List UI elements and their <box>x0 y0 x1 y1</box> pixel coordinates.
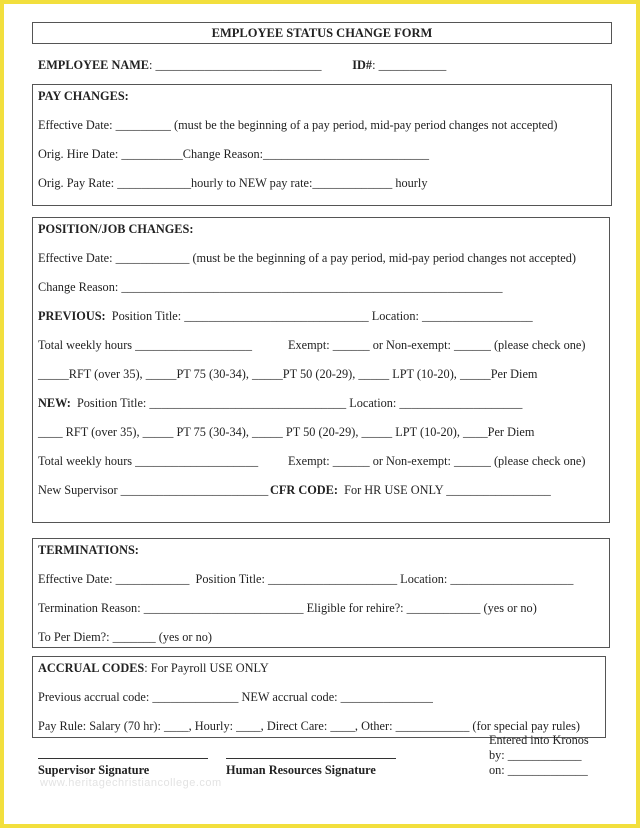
terminations-heading: TERMINATIONS: <box>38 543 139 557</box>
hr-signature-line[interactable] <box>226 758 396 759</box>
termination-reason-field[interactable]: Termination Reason: __________________________ Eligible for rehire?: ____________ (yes or no) <box>38 601 537 615</box>
kronos-by-field[interactable]: by: ____________ <box>489 748 582 762</box>
watermark: www.heritagechristiancollege.com <box>40 777 222 789</box>
position-effective-date-field[interactable]: Effective Date: ____________ (must be the beginning of a pay period, mid-pay period changes not accepted) <box>38 251 576 265</box>
position-changes-heading: POSITION/JOB CHANGES: <box>38 222 194 236</box>
new-position-row[interactable]: NEW: Position Title: ________________________________ Location: ____________________ <box>38 396 523 410</box>
form-title: EMPLOYEE STATUS CHANGE FORM <box>32 22 612 44</box>
form-page <box>4 4 636 824</box>
previous-label: PREVIOUS: <box>38 309 106 323</box>
new-supervisor-field[interactable]: New Supervisor ________________________ <box>38 483 269 497</box>
previous-position-row[interactable]: PREVIOUS: Position Title: ______________________________ Location: __________________ <box>38 309 533 323</box>
position-change-reason-field[interactable]: Change Reason: ______________________________________________________________ <box>38 280 503 294</box>
employee-name-field[interactable]: : ___________________________ <box>149 58 322 72</box>
accrual-heading: ACCRUAL CODES <box>38 661 145 675</box>
id-field[interactable]: : ___________ <box>372 58 447 72</box>
employee-name-label: EMPLOYEE NAME <box>38 58 150 72</box>
new-label: NEW: <box>38 396 71 410</box>
kronos-label: Entered into Kronos <box>489 733 589 747</box>
new-weekly-hours-field[interactable]: Total weekly hours ____________________ <box>38 454 259 468</box>
new-exempt-field[interactable]: Exempt: ______ or Non-exempt: ______ (please check one) <box>288 454 586 468</box>
cfr-code-label: CFR CODE: <box>270 483 338 497</box>
accrual-codes-field[interactable]: Previous accrual code: ______________ NEW accrual code: _______________ <box>38 690 433 704</box>
previous-employment-type-field[interactable]: _____RFT (over 35), _____PT 75 (30-34), _____PT 50 (20-29), _____ LPT (10-20), _____Per Diem <box>38 367 538 381</box>
hr-signature-label: Human Resources Signature <box>226 763 376 777</box>
supervisor-signature-line[interactable] <box>38 758 208 759</box>
cfr-code-row[interactable]: CFR CODE: For HR USE ONLY _________________ <box>270 483 551 497</box>
pay-hire-date-field[interactable]: Orig. Hire Date: __________Change Reason:___________________________ <box>38 147 430 161</box>
termination-effective-field[interactable]: Effective Date: ____________ Position Title: _____________________ Location: ____________________ <box>38 572 574 586</box>
per-diem-field[interactable]: To Per Diem?: _______ (yes or no) <box>38 630 212 644</box>
pay-rule-field[interactable]: Pay Rule: Salary (70 hr): ____, Hourly: ____, Direct Care: ____, Other: ____________ (for special pay rules) <box>38 719 580 733</box>
supervisor-signature-label: Supervisor Signature <box>38 763 150 777</box>
pay-rate-field[interactable]: Orig. Pay Rate: ____________hourly to NEW pay rate:_____________ hourly <box>38 176 428 190</box>
pay-changes-heading: PAY CHANGES: <box>38 89 129 103</box>
previous-weekly-hours-field[interactable]: Total weekly hours ___________________ <box>38 338 252 352</box>
kronos-on-field[interactable]: on: _____________ <box>489 763 588 777</box>
new-employment-type-field[interactable]: ____ RFT (over 35), _____ PT 75 (30-34), _____ PT 50 (20-29), _____ LPT (10-20), ____Per Diem <box>38 425 535 439</box>
accrual-heading-row: ACCRUAL CODES: For Payroll USE ONLY <box>38 661 269 675</box>
employee-name-row <box>38 57 446 73</box>
previous-exempt-field[interactable]: Exempt: ______ or Non-exempt: ______ (please check one) <box>288 338 586 352</box>
id-label: ID# <box>352 58 373 72</box>
pay-effective-date-field[interactable]: Effective Date: _________ (must be the beginning of a pay period, mid-pay period changes not accepted) <box>38 118 558 132</box>
